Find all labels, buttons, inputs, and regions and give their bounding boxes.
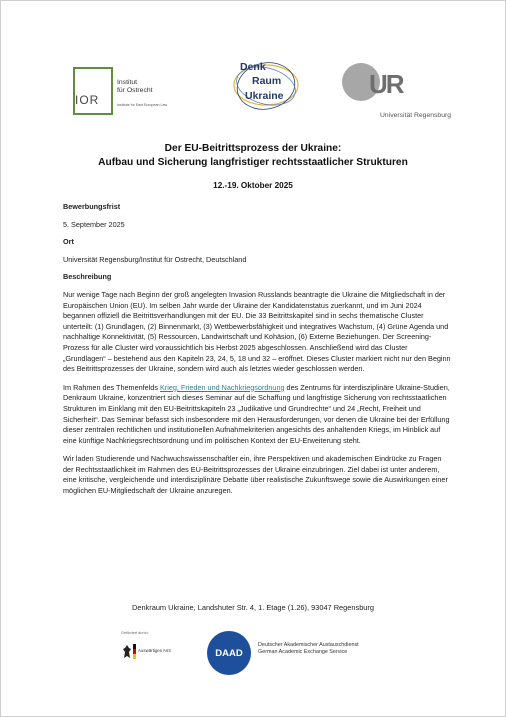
ur-logo [342, 63, 502, 119]
event-date: 12.-19. Oktober 2025 [213, 181, 293, 190]
ior-subtitle: Institute for East European Law [117, 103, 168, 107]
address: Denkraum Ukraine, Landshuter Str. 4, 1. Etage (1.26), 93047 Regensburg [132, 603, 374, 612]
place-value: Universität Regensburg/Institut für Ostrecht, Deutschland [63, 254, 247, 264]
paragraph-2-end: des Zentrums für interdisziplinäre Ukraine-Studien, Denkraum Ukraine, konzentriert sich dieses Seminar auf die Schaffung und langfristige Sicherung von rechtsstaatlichen Strukturen im Einklang mit den EU-Beitrittskapiteln 23 „Judikative und Grundrechte“ und 24 „Recht, Freiheit und Sicherheit“. Das Seminar befasst sich insbesondere mit den Herausforderungen, vor denen die Ukraine bei der Erfüllung dieser zentralen rechtlichen und institutionellen Aufnahmekriterien angesichts des anhaltenden Kriegs, im Hinblick auf eine künftige Nachkriegsrechtsordnung und im politischen Kontext der EU-Erweiterung steht. [63, 382, 450, 445]
daad-name-en: German Academic Exchange Service [258, 649, 348, 656]
ior-frame-icon [73, 67, 113, 115]
denkraum-line3: Ukraine [245, 90, 284, 102]
denkraum-line2: Raum [252, 75, 282, 87]
ur-letters: UR [369, 69, 403, 99]
deadline-label: Bewerbungsfrist [63, 202, 121, 211]
ior-name-line1: Institut [117, 79, 138, 86]
paragraph-2 [63, 383, 451, 447]
title-line1: Der EU-Beitrittsprozess der Ukraine: [164, 143, 342, 154]
daad-short: DAAD [215, 648, 243, 659]
deadline-value: 5. September 2025 [63, 219, 125, 229]
place-label: Ort [63, 237, 74, 247]
ior-name [117, 79, 153, 95]
funding-logo [121, 631, 201, 671]
main-content [63, 202, 451, 497]
ior-logo [73, 67, 183, 115]
description-label: Beschreibung [63, 272, 112, 282]
denkraum-line1: Denk [240, 61, 266, 73]
paragraph-2-start: Im Rahmen des Themenfelds [63, 382, 160, 392]
header-logos [1, 59, 505, 129]
funded-by-label: Gefördert durch: [121, 631, 149, 635]
paragraph-1: Nur wenige Tage nach Beginn der groß angelegten Invasion Russlands beantragte die Ukraine die Mitgliedschaft in der Europäischen Union (EU). Im selben Jahr wurde der Ukraine der Kandidatenstatus zuerkannt, und im Juni 2024 begannen offiziell die Beitrittsverhandlungen mit der EU. Die 33 Beitrittskapitel sind in sechs thematische Cluster unterteilt: (1) Grundlagen, (2) Binnenmarkt, (3) Wettbewerbsfähigkeit und integratives Wachstum, (4) Grüne Agenda und nachhaltige Konnektivität, (5) Ressourcen, Landwirtschaft und Kohäsion, (6) Externe Beziehungen. Der Screening-Prozess für alle Cluster wird voraussichtlich bis Herbst 2025 abgeschlossen. Anschließend wird das Cluster „Grundlagen“ – bestehend aus den Kapiteln 23, 24, 5, 18 und 32 – eröffnet. Dieses Cluster markiert nicht nur den Beginn des Beitrittsprozesses der Ukraine, sondern wird auch als letztes wieder geschlossen werden. [63, 289, 451, 374]
paragraph-3: Wir laden Studierende und Nachwuchswissenschaftler ein, ihre Perspektiven und akademischen Eindrücke zu Fragen der Rechtsstaatlichkeit im Rahmen des EU-Beitrittsprozesses der Ukraine einzubringen. Ziel dabei ist unter anderem, eine kritische, vergleichende und interdisziplinäre Debatte über realistische Zukunftswege sowie die Auswirkungen einer möglichen EU-Mitgliedschaft der Ukraine anzuregen. [63, 454, 448, 496]
ur-name: Universität Regensburg [380, 112, 452, 119]
daad-name [258, 642, 359, 656]
ministry-name: Auswärtiges Amt [138, 648, 171, 653]
themenfeld-link[interactable]: Krieg, Frieden und Nachkriegsordnung [159, 382, 285, 392]
title-line2: Aufbau und Sicherung langfristiger rechtsstaatlicher Strukturen [98, 157, 408, 168]
ior-name-line2: für Ostrecht [117, 87, 153, 94]
denkraum-ukraine-logo [231, 59, 301, 113]
ior-letters: IOR [75, 93, 100, 107]
federal-eagle-icon [123, 644, 131, 661]
daad-name-de: Deutscher Akademischer Austauschdienst [258, 642, 359, 648]
german-flag-icon [133, 644, 136, 659]
